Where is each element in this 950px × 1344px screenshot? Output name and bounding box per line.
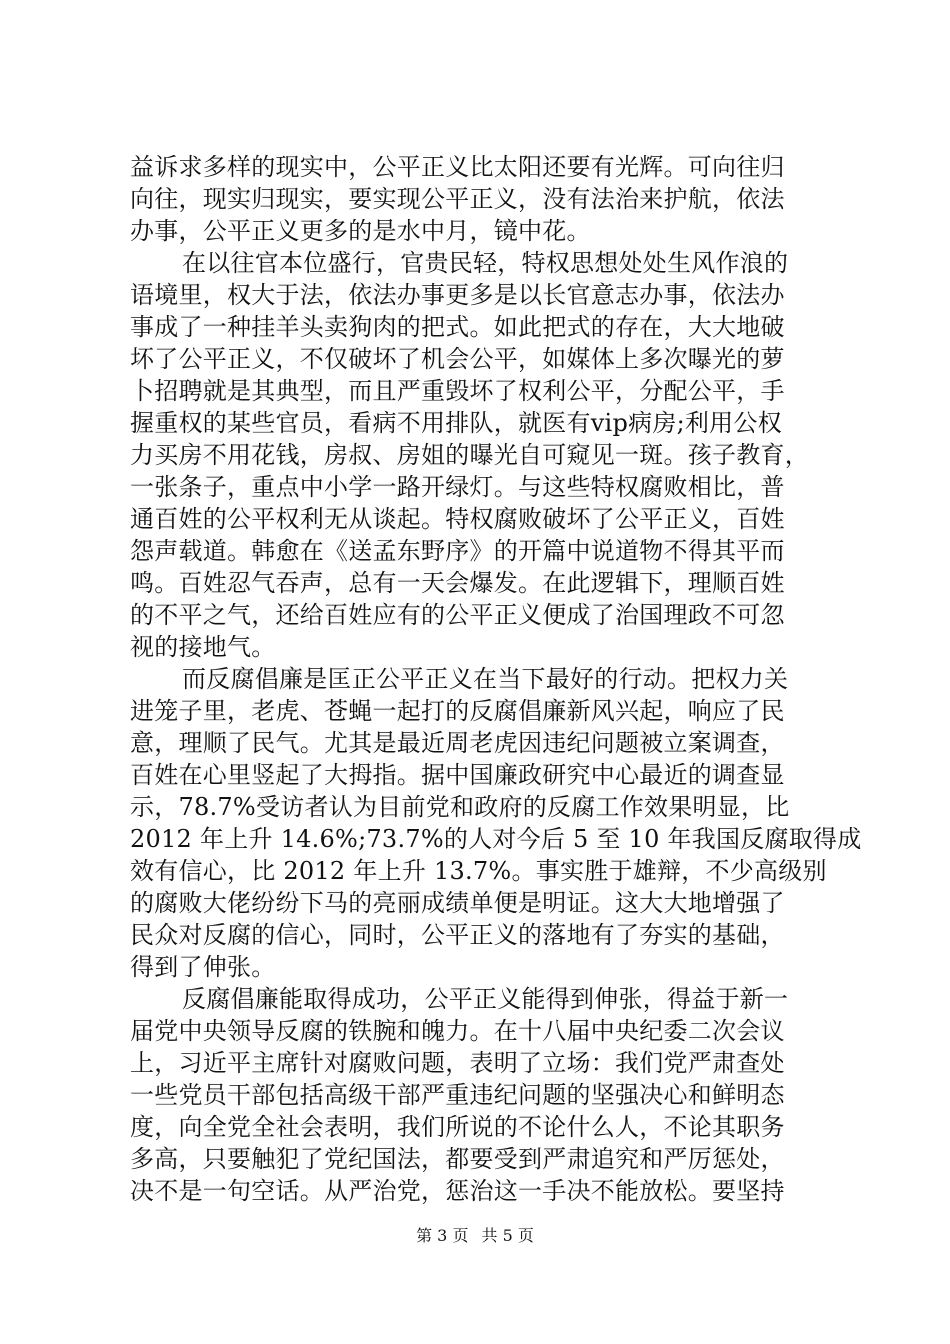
text-line: 一张条子，重点中小学一路开绿灯。与这些特权腐败相比，普	[130, 473, 785, 501]
text-line: 语境里，权大于法，依法办事更多是以长官意志办事，依法办	[130, 281, 785, 309]
page-number: 第 3 页	[416, 1226, 469, 1245]
text-line: 的腐败大佬纷纷下马的亮丽成绩单便是明证。这大大地增强了	[130, 889, 785, 917]
page-total: 共 5 页	[481, 1226, 534, 1245]
text-line: 上，习近平主席针对腐败问题，表明了立场：我们党严肃查处	[130, 1049, 785, 1077]
text-line: 度，向全党全社会表明，我们所说的不论什么人，不论其职务	[130, 1113, 785, 1141]
text-line: 决不是一句空话。从严治党，惩治这一手决不能放松。要坚持	[130, 1177, 785, 1205]
text-line: 鸣。百姓忍气吞声，总有一天会爆发。在此逻辑下，理顺百姓	[130, 569, 785, 597]
text-line: 办事，公平正义更多的是水中月，镜中花。	[130, 217, 591, 245]
text-line: 届党中央领导反腐的铁腕和魄力。在十八届中央纪委二次会议	[130, 1017, 785, 1045]
text-line: 效有信心，比 2012 年上升 13.7%。事实胜于雄辩，不少高级别	[130, 857, 827, 885]
text-line: 多高，只要触犯了党纪国法，都要受到严肃追究和严厉惩处，	[130, 1145, 785, 1173]
text-line: 坏了公平正义，不仅破坏了机会公平，如媒体上多次曝光的萝	[130, 345, 785, 373]
text-line: 得到了伸张。	[130, 953, 276, 981]
text-line: 进笼子里，老虎、苍蝇一起打的反腐倡廉新风兴起，响应了民	[130, 697, 785, 725]
text-line: 事成了一种挂羊头卖狗肉的把式。如此把式的存在，大大地破	[130, 313, 785, 341]
text-line: 握重权的某些官员，看病不用排队，就医有vip病房;利用公权	[130, 409, 782, 437]
text-line: 而反腐倡廉是匡正公平正义在当下最好的行动。把权力关	[182, 665, 789, 693]
text-line: 益诉求多样的现实中，公平正义比太阳还要有光辉。可向往归	[130, 153, 785, 181]
text-line: 的不平之气，还给百姓应有的公平正义便成了治国理政不可忽	[130, 601, 785, 629]
text-line: 示，78.7%受访者认为目前党和政府的反腐工作效果明显，比	[130, 793, 790, 821]
text-line: 卜招聘就是其典型，而且严重毁坏了权利公平，分配公平，手	[130, 377, 785, 405]
text-line: 百姓在心里竖起了大拇指。据中国廉政研究中心最近的调查显	[130, 761, 785, 789]
text-line: 力买房不用花钱，房叔、房姐的曝光自可窥见一斑。孩子教育，	[130, 441, 809, 469]
text-line: 一些党员干部包括高级干部严重违纪问题的坚强决心和鲜明态	[130, 1081, 785, 1109]
text-line: 向往，现实归现实，要实现公平正义，没有法治来护航，依法	[130, 185, 785, 213]
page-footer	[0, 1225, 950, 1247]
document-body	[130, 151, 862, 1207]
text-line: 反腐倡廉能取得成功，公平正义能得到伸张，得益于新一	[182, 985, 789, 1013]
text-line: 怨声载道。韩愈在《送孟东野序》的开篇中说道物不得其平而	[130, 537, 785, 565]
text-line: 意，理顺了民气。尤其是最近周老虎因违纪问题被立案调查，	[130, 729, 785, 757]
text-line: 在以往官本位盛行，官贵民轻，特权思想处处生风作浪的	[182, 249, 789, 277]
text-line: 民众对反腐的信心，同时，公平正义的落地有了夯实的基础，	[130, 921, 785, 949]
text-line: 通百姓的公平权利无从谈起。特权腐败破坏了公平正义，百姓	[130, 505, 785, 533]
text-line: 视的接地气。	[130, 633, 276, 661]
text-line: 2012 年上升 14.6%;73.7%的人对今后 5 至 10 年我国反腐取得成	[130, 825, 862, 853]
